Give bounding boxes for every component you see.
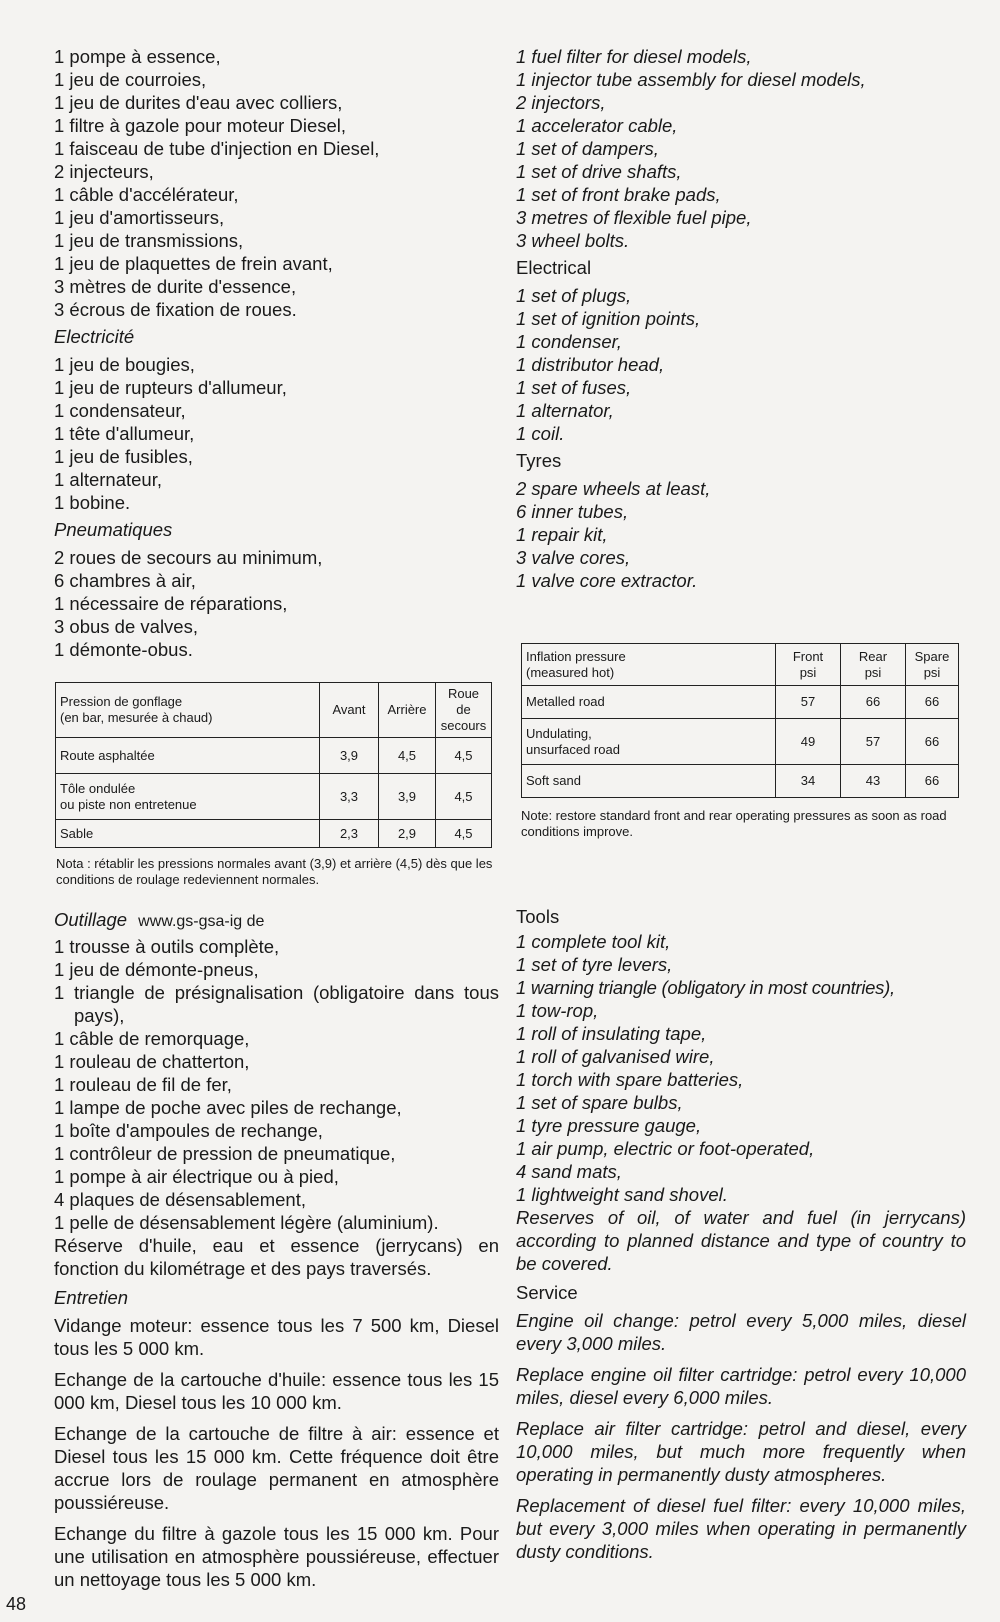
en-tools-reserve: Reserves of oil, of water and fuel (in jerrycans) according to planned distance and type of country to be covered. [516, 1207, 966, 1274]
list-item: 1 distributor head, [516, 354, 665, 375]
list-item: 1 warning triangle (obligatory in most countries), [516, 977, 895, 998]
en-pressure-table [521, 643, 959, 798]
list-item: 1 coil. [516, 423, 565, 444]
en-tools-heading: Tools [516, 906, 560, 927]
table-header-row [56, 683, 492, 738]
list-item: 1 tow-rop, [516, 1000, 599, 1021]
en-service-para: Replacement of diesel fuel filter: every 10,000 miles, but every 3,000 miles when operating in permanently dusty conditions. [516, 1495, 966, 1562]
list-item: 1 pompe à essence, [54, 46, 221, 67]
table-cell: 2,9 [379, 820, 436, 848]
table-cell: 3,9 [379, 774, 436, 820]
table-row [56, 774, 492, 820]
list-item: 2 spare wheels at least, [516, 478, 711, 499]
table-header-cell: Pression de gonflage (en bar, mesurée à chaud) [56, 683, 320, 738]
list-item: 1 faisceau de tube d'injection en Diesel, [54, 138, 380, 159]
table-cell: Soft sand [522, 765, 776, 798]
list-item: 2 injecteurs, [54, 161, 154, 182]
list-item: 1 boîte d'ampoules de rechange, [54, 1120, 323, 1141]
list-item: 2 injectors, [516, 92, 606, 113]
table-cell: 4,5 [436, 774, 492, 820]
fr-electric-list [54, 353, 499, 514]
fr-service-heading: Entretien [54, 1287, 129, 1308]
list-item: 1 démonte-obus. [54, 639, 193, 660]
table-row [522, 686, 959, 719]
table-cell: 66 [906, 765, 959, 798]
list-item: 1 complete tool kit, [516, 931, 671, 952]
list-item: 1 pelle de désensablement légère (aluminium). [54, 1212, 439, 1233]
list-item: 1 set of ignition points, [516, 308, 701, 329]
fr-tyres-heading: Pneumatiques [54, 519, 173, 540]
list-item: 1 rouleau de fil de fer, [54, 1074, 232, 1095]
table-header-cell: Front psi [776, 644, 841, 686]
en-tools-list [516, 930, 966, 1206]
table-header-cell: Avant [320, 683, 379, 738]
french-column-lower [54, 908, 499, 1591]
table-header-cell: Inflation pressure (measured hot) [522, 644, 776, 686]
list-item: 1 set of dampers, [516, 138, 659, 159]
fr-tyres-list [54, 546, 499, 661]
list-item: 1 tête d'allumeur, [54, 423, 195, 444]
list-item: 2 roues de secours au minimum, [54, 547, 323, 568]
list-item: 1 condensateur, [54, 400, 186, 421]
list-item: 3 wheel bolts. [516, 230, 630, 251]
fr-tools-reserve: Réserve d'huile, eau et essence (jerrycans) en fonction du kilométrage et des pays traversés. [54, 1235, 499, 1279]
en-service-para: Replace engine oil filter cartridge: petrol every 10,000 miles, diesel every 6,000 miles. [516, 1364, 966, 1408]
fr-electric-heading: Electricité [54, 326, 135, 347]
list-item: 1 roll of galvanised wire, [516, 1046, 715, 1067]
table-cell: 4,5 [379, 738, 436, 774]
fr-tools-list [54, 935, 499, 1234]
en-tyres-heading: Tyres [516, 450, 562, 471]
table-cell: 3,9 [320, 738, 379, 774]
fr-service-para: Echange du filtre à gazole tous les 15 000 km. Pour une utilisation en atmosphère poussiéreuse, effectuer un nettoyage tous les 5 000 km. [54, 1523, 499, 1590]
fr-table-note: Nota : rétablir les pressions normales avant (3,9) et arrière (4,5) dès que les conditions de roulage redeviennent normales. [56, 856, 493, 887]
table-cell: 4,5 [436, 738, 492, 774]
table-cell: Route asphaltée [56, 738, 320, 774]
table-header-cell: Spare psi [906, 644, 959, 686]
en-service-para: Engine oil change: petrol every 5,000 miles, diesel every 3,000 miles. [516, 1310, 966, 1354]
table-row [522, 719, 959, 765]
table-cell: Metalled road [522, 686, 776, 719]
list-item: 1 torch with spare batteries, [516, 1069, 744, 1090]
list-item: 1 repair kit, [516, 524, 608, 545]
table-cell: 66 [841, 686, 906, 719]
en-spares-list [516, 45, 966, 252]
list-item: 1 jeu de courroies, [54, 69, 207, 90]
table-cell: Sable [56, 820, 320, 848]
list-item: 1 alternator, [516, 400, 614, 421]
list-item: 1 jeu de démonte-pneus, [54, 959, 259, 980]
list-item: 1 bobine. [54, 492, 131, 513]
table-cell: 43 [841, 765, 906, 798]
table-header-cell: Roue de secours [436, 683, 492, 738]
table-row [56, 820, 492, 848]
english-column-lower [516, 905, 966, 1563]
list-item: 1 lightweight sand shovel. [516, 1184, 728, 1205]
en-electric-list [516, 284, 966, 445]
list-item: 1 câble de remorquage, [54, 1028, 250, 1049]
list-item: 1 roll of insulating tape, [516, 1023, 707, 1044]
table-cell: 66 [906, 686, 959, 719]
table-cell: Tôle ondulée ou piste non entretenue [56, 774, 320, 820]
list-item: 1 jeu de plaquettes de frein avant, [54, 253, 333, 274]
list-item: 1 set of spare bulbs, [516, 1092, 683, 1113]
table-cell: 57 [776, 686, 841, 719]
table-row [522, 765, 959, 798]
table-header-cell: Rear psi [841, 644, 906, 686]
en-tyres-list [516, 477, 966, 592]
list-item: 1 jeu d'amortisseurs, [54, 207, 225, 228]
list-item: 1 accelerator cable, [516, 115, 678, 136]
table-cell: 34 [776, 765, 841, 798]
fr-spares-list [54, 45, 499, 321]
french-column [54, 45, 499, 661]
en-table-note: Note: restore standard front and rear operating pressures as soon as road conditions improve. [521, 808, 947, 839]
list-item: 1 jeu de rupteurs d'allumeur, [54, 377, 287, 398]
list-item: 1 jeu de bougies, [54, 354, 195, 375]
list-item: 4 sand mats, [516, 1161, 622, 1182]
en-service-para: Replace air filter cartridge: petrol and diesel, every 10,000 miles, but much more frequently when operating in permanently dusty atmospheres. [516, 1418, 966, 1485]
list-item: 1 injector tube assembly for diesel models, [516, 69, 866, 90]
table-cell: 66 [906, 719, 959, 765]
list-item: 1 nécessaire de réparations, [54, 593, 288, 614]
list-item: 1 set of tyre levers, [516, 954, 673, 975]
list-item: 1 set of plugs, [516, 285, 632, 306]
table-cell: 4,5 [436, 820, 492, 848]
table-cell: 3,3 [320, 774, 379, 820]
list-item: 1 tyre pressure gauge, [516, 1115, 702, 1136]
en-service-heading: Service [516, 1282, 578, 1303]
list-item: 3 metres of flexible fuel pipe, [516, 207, 752, 228]
fr-service-para: Vidange moteur: essence tous les 7 500 km, Diesel tous les 5 000 km. [54, 1315, 499, 1359]
list-item: 1 jeu de durites d'eau avec colliers, [54, 92, 343, 113]
list-item: 1 filtre à gazole pour moteur Diesel, [54, 115, 347, 136]
list-item: 1 jeu de fusibles, [54, 446, 193, 467]
fr-tools-heading: Outillage [54, 909, 128, 930]
list-item: 1 câble d'accélérateur, [54, 184, 239, 205]
fr-tools-url: www.gs-gsa-ig de [138, 913, 265, 930]
en-electric-heading: Electrical [516, 257, 592, 278]
list-item: 1 lampe de poche avec piles de rechange, [54, 1097, 402, 1118]
list-item: 3 mètres de durite d'essence, [54, 276, 297, 297]
list-item: 1 valve core extractor. [516, 570, 698, 591]
list-item: 4 plaques de désensablement, [54, 1189, 306, 1210]
table-header-cell: Arrière [379, 683, 436, 738]
list-item: 6 chambres à air, [54, 570, 196, 591]
table-header-row [522, 644, 959, 686]
list-item: 1 pompe à air électrique ou à pied, [54, 1166, 339, 1187]
list-item: 1 set of drive shafts, [516, 161, 682, 182]
list-item: 1 trousse à outils complète, [54, 936, 280, 957]
fr-pressure-table [55, 682, 492, 848]
list-item: 1 contrôleur de pression de pneumatique, [54, 1143, 396, 1164]
list-item: 3 écrous de fixation de roues. [54, 299, 297, 320]
english-column [516, 45, 966, 592]
table-cell: 2,3 [320, 820, 379, 848]
list-item: 3 valve cores, [516, 547, 631, 568]
table-cell: 57 [841, 719, 906, 765]
list-item: 3 obus de valves, [54, 616, 198, 637]
list-item: 6 inner tubes, [516, 501, 629, 522]
list-item: 1 jeu de transmissions, [54, 230, 244, 251]
list-item: 1 rouleau de chatterton, [54, 1051, 250, 1072]
list-item: 1 fuel filter for diesel models, [516, 46, 752, 67]
page-number: 48 [6, 1594, 27, 1614]
list-item: 1 alternateur, [54, 469, 162, 490]
fr-service-para: Echange de la cartouche de filtre à air: essence et Diesel tous les 15 000 km. Cette fréquence doit être accrue lors de roulage permanent en atmosphère poussiéreuse. [54, 1423, 499, 1513]
list-item: 1 set of front brake pads, [516, 184, 721, 205]
table-cell: 49 [776, 719, 841, 765]
list-item: 1 triangle de présignalisation (obligatoire dans tous pays), [54, 982, 499, 1026]
list-item: 1 condenser, [516, 331, 622, 352]
table-cell: Undulating, unsurfaced road [522, 719, 776, 765]
list-item: 1 set of fuses, [516, 377, 632, 398]
table-row [56, 738, 492, 774]
list-item: 1 air pump, electric or foot-operated, [516, 1138, 815, 1159]
fr-service-para: Echange de la cartouche d'huile: essence tous les 15 000 km, Diesel tous les 10 000 km. [54, 1369, 499, 1413]
